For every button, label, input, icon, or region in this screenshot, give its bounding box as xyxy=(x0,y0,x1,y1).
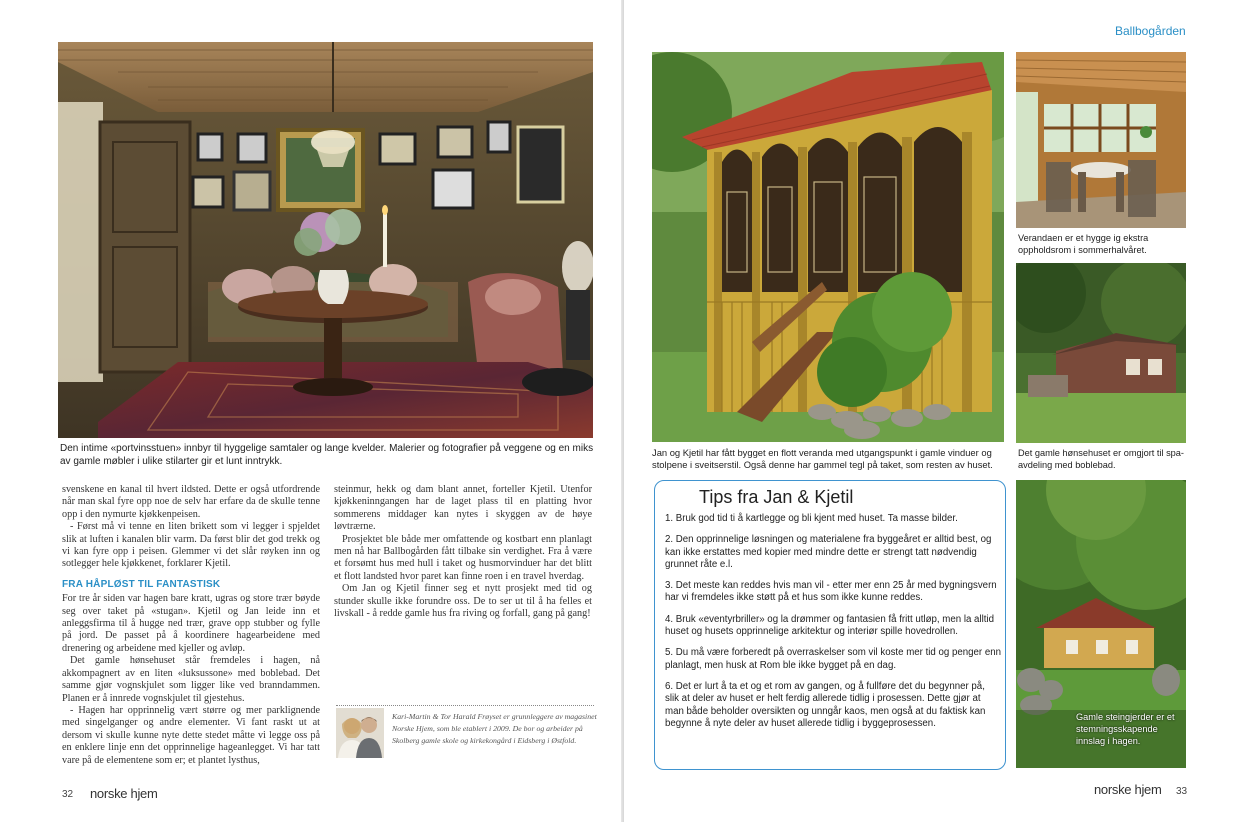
tip-item: 1. Bruk god tid ti å kartlegge og bli kjent med huset. Ta masse bilder. xyxy=(665,513,958,524)
veranda-interior-photo xyxy=(1016,52,1186,228)
article-column-2 xyxy=(334,484,592,620)
article-paragraph: svenskene en kanal til hvert ildsted. Dette er også utfordrende når man skal fyre opp noe de selv har erfare da de skulle tenne opp i den nymurte kjøkkenpeisen. xyxy=(62,484,320,520)
brand-logo-left: norske hjem xyxy=(90,786,158,801)
article-paragraph: Det gamle hønsehuset står fremdeles i hagen, nå akkompagnert av en liten «luksussone» med boblebad. Det samme gjør vognskjulet som ligger like ved branndammen. Planen er å innrede vognskjulet til gjestehus. xyxy=(62,655,320,704)
article-paragraph: Om Jan og Kjetil finner seg et nytt prosjekt med tid og stunder skulle ikke forundre oss. De to ser ut til å ha felles et livskall - å redde gamle hus fra riving og forfall, gang på gang! xyxy=(334,583,592,620)
author-credit xyxy=(392,711,597,747)
henhouse-caption: Det gamle hønsehuset er omgjort til spa-avdeling med boblebad. xyxy=(1018,448,1184,471)
article-paragraph: - Først må vi tenne en liten brikett som vi legger i spjeldet slik at luften i kanalen blir varm. Da først blir det god trekk og vi kan fyre opp i peisen. Glemmer vi det slår røyken inn og sotlegger hele kjøkkenet, forklarer Kjetil. xyxy=(62,521,320,570)
right-page xyxy=(624,0,1247,822)
article-column-1 xyxy=(62,484,320,767)
authors-portrait xyxy=(336,708,384,758)
page-number-right: 33 xyxy=(1176,786,1188,797)
credit-divider xyxy=(336,705,594,706)
tip-item: 4. Bruk «eventyrbriller» og la drømmer og fantasien få fritt utløp, men la alltid huset og husets opprinnelige arkitektur og interiør spille hovedrollen. xyxy=(665,613,994,638)
author-credit-line: Skolberg gamle skole og kirkekongård i Eidsberg i Østfold. xyxy=(392,736,577,745)
tip-item: 5. Du må være forberedt på overraskelser som vil koste mer tid og penger enn planlagt, men husk at Rom ble ikke bygget på en dag. xyxy=(665,647,1001,671)
article-paragraph: steinmur, hekk og dam blant annet, forteller Kjetil. Utenfor kjøkkeninngangen har de laget plass til en platting hvor sommerens middager kan nytes i skyggen av de høye løvtrærne. xyxy=(334,484,592,533)
brand-logo-right: norske hjem xyxy=(1094,782,1162,797)
tips-list xyxy=(665,513,1001,739)
living-room-photo xyxy=(58,42,593,438)
article-paragraph: Prosjektet ble både mer omfattende og kostbart enn planlagt men nå har Ballbogården fått tilbake sin verdighet. Fra å være et forsømt hus med hull i taket og husmorvinduer har det blitt et flott landsted hvor paret kan finne roen i en travel hverdag. xyxy=(334,533,592,582)
tip-item: 2. Den opprinnelige løsningen og materialene fra byggeåret er alltid best, og kan ikke erstattes med kopier med mindre dette er strengt tatt nødvendig grunnet råte e.l. xyxy=(665,534,992,570)
article-subheading: FRA HÅPLØST TIL FANTASTISK xyxy=(62,578,221,590)
author-credit-line: Norske Hjem, som ble etablert i 2009. De bor og arbeider på xyxy=(392,724,583,733)
henhouse-photo xyxy=(1016,263,1186,443)
veranda-caption: Jan og Kjetil har fått bygget en flott veranda med utgangspunkt i gamle vinduer og stolpene i sveitserstil. Også denne har gammel tegl på taket, som resten av huset. xyxy=(652,447,993,471)
article-paragraph: - Hagen har opprinnelig vært større og mer parklignende med singelganger og andre elementer. Vi fant raskt ut at dersom vi skulle kunne nyte dette stedet måtte vi legge oss på en enklere linje enn det opprinnelige hageanlegget. Vi har tatt vare på de elementene som er; et plantet lysthus, xyxy=(62,704,320,766)
garden-wall-caption: Gamle steingjerder er et stemningsskapende innslag i hagen. xyxy=(1076,712,1175,747)
tip-item: 3. Det meste kan reddes hvis man vil - etter mer enn 25 år med bygningsvern har vi fremdeles ikke støtt på et hus som ikke kunne reddes. xyxy=(665,580,997,604)
veranda-photo xyxy=(652,52,1004,442)
living-room-caption: Den intime «portvinsstuen» innbyr til hyggelige samtaler og lange kvelder. Malerier og fotografier på veggene og en miks av gamle møbler i ulike stilarter gir et lunt inntrykk. xyxy=(60,443,594,467)
veranda-interior-caption: Verandaen er et hygge ig ekstra oppholdsrom i sommerhalvåret. xyxy=(1018,233,1149,256)
tip-item: 6. Det er lurt å ta et og et rom av gangen, og å fullføre det du begynner på, slik at deler av huset er helt ferdig allerede tidlig i prosessen. Dette gjør at man både beholder oversikten og unngår kaos, men også at du faktisk kan begynne å nyte deler av huset allerede tidlig i byggeprosessen. xyxy=(665,680,986,729)
page-number-left: 32 xyxy=(62,789,74,800)
tips-title: Tips fra Jan & Kjetil xyxy=(699,487,854,507)
author-credit-line: Kari-Martin & Tor Harald Frøyset er grunnleggere av magasinet xyxy=(392,712,597,721)
section-tag: Ballbogården xyxy=(1115,24,1186,38)
tips-box xyxy=(654,480,1006,770)
article-paragraph: For tre år siden var hagen bare kratt, ugras og store trær bøyde seg over taket på «stugan». Kjetil og Jan leide inn et anleggsfirma til å hugge ned trær, grave opp stubber og fylle på jord. De passet på å koordinere hagearbeidene med drenering og arbeidene med kjeller og avløp. xyxy=(62,593,320,654)
